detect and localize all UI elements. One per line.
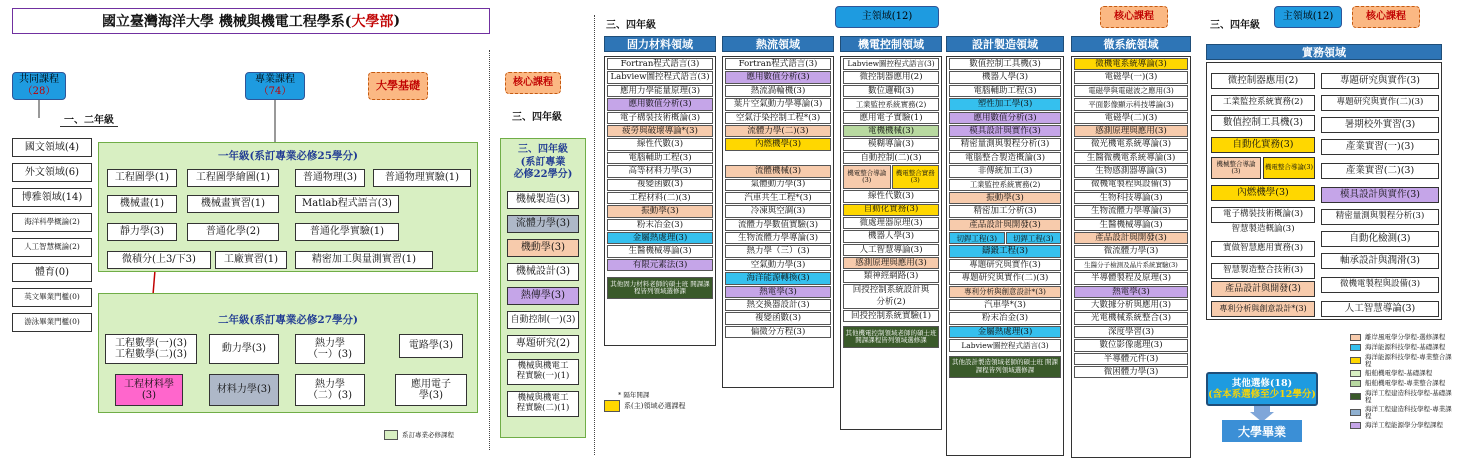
- divider: [594, 15, 595, 455]
- course-cell: 疲勞與破壞導論*(3): [607, 125, 713, 137]
- course-cell: 偏微分方程(3): [725, 326, 831, 338]
- year2-title: 二年級(系訂專業必修27學分): [217, 314, 359, 326]
- common-item: 游泳畢業門檻(0): [12, 313, 92, 332]
- year1-panel: [98, 142, 478, 272]
- course-cell: 專題研究與實作(二)(3): [949, 272, 1061, 284]
- course-cell: 半導體元件(3): [1074, 353, 1188, 365]
- course-cell: 產業實習(一)(3): [1321, 139, 1439, 155]
- course-cell: 數值控制工具機(3): [949, 58, 1061, 70]
- course-cell: 模具設計與實作(3): [949, 125, 1061, 137]
- course-cell: 自動化實務(3): [843, 204, 939, 216]
- graduation-box: 大學畢業: [1222, 420, 1302, 442]
- course-cell: 專題研究與實作(3): [1321, 73, 1439, 89]
- course-cell: 線性代數(3): [607, 138, 713, 150]
- course-box: 工程圖學(1): [107, 169, 177, 187]
- course-cell: 塑性加工學(3): [949, 98, 1061, 110]
- course-box: 熱力學 （二）(3): [295, 374, 365, 406]
- course-cell: 生物流體力學導論(3): [1074, 205, 1188, 217]
- legend-required: 系訂專業必修課程: [384, 430, 454, 440]
- course-cell: 機器人學(3): [949, 71, 1061, 83]
- course-cell: 專利分析與創意設計*(3): [949, 286, 1061, 298]
- course-box: 普通化學實驗(1): [295, 223, 399, 241]
- course-cell: 產品設計與開發(3): [949, 219, 1061, 231]
- legend-item: 海洋工程建造科技學程-基礎課程: [1350, 390, 1456, 403]
- course-cell: 產品設計與開發(3): [1074, 232, 1188, 244]
- course-cell: 金屬熱處理(3): [607, 232, 713, 244]
- course-cell: 自動化實務(3): [1211, 137, 1315, 153]
- course-box: 精密加工與量測實習(1): [295, 251, 433, 269]
- course-cell: 氣體動力學(3): [725, 179, 831, 191]
- course-cell: 產業實習(二)(3): [1321, 163, 1439, 179]
- course-box: 普通物理(3): [295, 169, 365, 187]
- course-cell: 切銲工程(3): [949, 232, 1005, 244]
- course-cell: 工業監控系統實務(2): [1211, 95, 1315, 111]
- course-cell: 電磁學(一)(3): [1074, 71, 1188, 83]
- field-column-microsystem: [1071, 56, 1191, 458]
- course-cell: 鑄鍛工程(3): [949, 245, 1061, 257]
- field-column-design: [946, 56, 1064, 456]
- common-item: 國文領域(4): [12, 138, 92, 157]
- course-cell: 熱交換器設計(3): [725, 299, 831, 311]
- grade34-label-practice: 三、四年級: [1210, 20, 1260, 31]
- course-box: 工程圖學繪圖(1): [187, 169, 279, 187]
- field-note: 其他機電控制領域老師的碩士班 開課課程皆列領域選修課: [843, 326, 939, 348]
- course-box: 電路學(3): [399, 334, 463, 358]
- course-cell: 專題研究與實作(3): [949, 259, 1061, 271]
- field-header-practice: 實務領域: [1206, 44, 1442, 60]
- grade34-label: 三、四年級: [512, 112, 562, 123]
- core-course: 機械與機電工 程實驗(二)(1): [507, 391, 579, 417]
- course-cell: Fortran程式語言(3): [607, 58, 713, 70]
- field-column-practice: [1206, 62, 1442, 320]
- course-cell: 感測原理與應用(3): [1074, 125, 1188, 137]
- course-cell: 機電整合導論(3): [1263, 157, 1315, 179]
- course-cell: 非傳統加工(3): [949, 165, 1061, 177]
- course-cell: 軸承設計與潤滑(3): [1321, 253, 1439, 269]
- course-cell: 暑期校外實習(3): [1321, 117, 1439, 133]
- legend-item: 船舶機電學程-專業整合課程: [1350, 380, 1456, 387]
- course-cell: 空氣動力學(3): [725, 259, 831, 271]
- course-cell: 熱電學(3): [725, 286, 831, 298]
- course-cell: 平面影像顯示科技導論(3): [1074, 98, 1188, 110]
- course-cell: 精密量測與製程分析(3): [1321, 209, 1439, 225]
- course-cell: 電磁學(二)(3): [1074, 112, 1188, 124]
- course-cell: 實做智慧應用實務(3): [1211, 241, 1315, 257]
- course-cell: 微流體力學(3): [1074, 245, 1188, 257]
- course-cell: 汽車共生工程*(3): [725, 192, 831, 204]
- course-cell: 熱力學（三）(3): [725, 245, 831, 257]
- course-cell: 應用力學能量原理(3): [607, 85, 713, 97]
- year2-panel: [98, 293, 478, 413]
- course-cell: [725, 152, 831, 164]
- course-cell: 專題研究與實作(二)(3): [1321, 95, 1439, 111]
- course-cell: 生醫機械導論(3): [607, 245, 713, 257]
- common-item: 人工智慧概論(2): [12, 238, 92, 257]
- core-title: 三、四年級 (系訂專業 必修22學分): [513, 144, 573, 180]
- course-box: 工程材料學 (3): [115, 374, 183, 406]
- course-cell: 生醫機械導論(3): [1074, 219, 1188, 231]
- course-cell: 複變函數(3): [725, 312, 831, 324]
- course-cell: 分析(2): [843, 296, 939, 308]
- course-cell: 精密量測與製程分析(3): [949, 138, 1061, 150]
- course-cell: 智慧製造整合技術(3): [1211, 263, 1315, 279]
- course-cell: 數位影像處理(3): [1074, 339, 1188, 351]
- course-cell: 數位邏輯(3): [843, 85, 939, 97]
- course-cell: 內燃機學(3): [725, 138, 831, 150]
- foundation-badge: 大學基礎: [368, 72, 428, 100]
- course-box: 工程數學(一)(3) 工程數學(二)(3): [105, 334, 197, 364]
- course-cell: 機器人學(3): [843, 230, 939, 242]
- course-cell: 工業監控系統實務(2): [843, 98, 939, 110]
- common-item: 海洋科學概論(2): [12, 213, 92, 232]
- core-course: 熱傳學(3): [507, 287, 579, 305]
- course-cell: 微控制器應用(2): [843, 71, 939, 83]
- main-field-badge-practice: 主領域(12): [1274, 6, 1342, 28]
- field-column-solid: [604, 56, 716, 346]
- field-header-mechatronics: 機電控制領域: [840, 36, 942, 52]
- field-note: 其他設計製造領域老師的碩士班 開課課程皆列領域選修課: [949, 356, 1061, 378]
- common-item: 體育(0): [12, 263, 92, 282]
- course-cell: Labview圖控程式語言(3): [607, 71, 713, 83]
- grade34-label-right: 三、四年級: [606, 20, 656, 31]
- course-cell: 自動化檢測(3): [1321, 231, 1439, 247]
- course-cell: 葉片空氣動力學導論(3): [725, 98, 831, 110]
- course-cell: 工業監控系統實務(2): [949, 179, 1061, 191]
- grade12-label: 一、二年級: [60, 111, 118, 127]
- course-cell: 內燃機學(3): [1211, 185, 1315, 201]
- course-cell: 電子構裝技術概論(3): [1211, 207, 1315, 223]
- course-box: 靜力學(3): [107, 223, 177, 241]
- course-cell: 熱電學(3): [1074, 286, 1188, 298]
- common-course-list: [12, 138, 92, 332]
- field-column-thermal: [722, 56, 834, 388]
- course-cell: 應用電子實驗(1): [843, 112, 939, 124]
- course-cell: 電子構裝技術概論(3): [607, 112, 713, 124]
- course-cell: 工程材料(二)(3): [607, 192, 713, 204]
- course-cell: 微處理器原理(3): [843, 217, 939, 229]
- course-cell: 生物感測器導論(3): [1074, 165, 1188, 177]
- course-cell: 線性代數(3): [843, 190, 939, 202]
- core-panel: [500, 138, 586, 438]
- course-cell: 有限元素法(3): [607, 259, 713, 271]
- course-box: 應用電子 學(3): [395, 374, 467, 406]
- course-cell: 流體力學(二)(3): [725, 125, 831, 137]
- field-header-thermal: 熱流領域: [722, 36, 834, 52]
- course-box: Matlab程式語言(3): [295, 195, 399, 213]
- year1-title: 一年級(系訂專業必修25學分): [217, 150, 359, 162]
- course-box: 熱力學 （一）(3): [295, 334, 365, 364]
- course-cell: 流體力學數值實驗(3): [725, 219, 831, 231]
- core-courses-badge: 核心課程: [505, 72, 561, 94]
- field-note: 其他固力材料老師的碩士班 開課課程皆列領域選修課: [607, 277, 713, 299]
- course-cell: 粉末冶金(3): [607, 219, 713, 231]
- core-course: 流體力學(3): [507, 215, 579, 233]
- course-cell: 人工智慧導論(3): [1321, 301, 1439, 317]
- course-cell: 電腦輔助工程(3): [607, 152, 713, 164]
- core-course: 自動控制(一)(3): [507, 311, 579, 329]
- course-box: 機械畫(1): [107, 195, 177, 213]
- electives-box: 其他選修(18) (含本系選修至少12學分): [1206, 372, 1318, 406]
- divider: [489, 50, 490, 450]
- course-box: 動力學(3): [209, 334, 279, 364]
- course-cell: 微機電系統導論(3): [1074, 58, 1188, 70]
- course-cell: 人工智慧導論(3): [843, 244, 939, 256]
- course-cell: 類神經網路(3): [843, 270, 939, 282]
- course-cell: 熱流渦輪機(3): [725, 85, 831, 97]
- course-cell: 複變函數(3): [607, 179, 713, 191]
- course-cell: 電機機械(3): [843, 125, 939, 137]
- legend-item: 海洋能源科技學程-基礎課程: [1350, 344, 1456, 351]
- course-cell: 應用數值分析(3): [607, 98, 713, 110]
- course-cell: 生醫分子檢測及晶片系統實驗(3): [1074, 259, 1188, 271]
- course-cell: 專利分析與創意設計*(3): [1211, 301, 1315, 317]
- field-header-microsystem: 微系統領域: [1071, 36, 1191, 52]
- course-cell: 機電整合實務(3): [892, 165, 940, 189]
- major-courses-badge: 專業課程 （74）: [245, 72, 305, 100]
- course-cell: 切銲工程(3): [1006, 232, 1062, 244]
- core-courses-badge-right: 核心課程: [1100, 6, 1168, 28]
- course-cell: 微光機電系統導論(3): [1074, 138, 1188, 150]
- course-cell: 高等材料力學(3): [607, 165, 713, 177]
- course-cell: 應用數值分析(3): [949, 112, 1061, 124]
- note-star: * 隔年開課: [618, 391, 650, 399]
- course-cell: 汽車學*(3): [949, 299, 1061, 311]
- course-cell: 海洋能源轉換(3): [725, 272, 831, 284]
- course-cell: 模糊導論(3): [843, 138, 939, 150]
- course-box: 機械畫實習(1): [187, 195, 279, 213]
- course-cell: 微控制器應用(2): [1211, 73, 1315, 89]
- course-cell: 半導體製程及原理(3): [1074, 272, 1188, 284]
- course-cell: 回授控制系統設計與: [843, 284, 939, 296]
- course-cell: 冷凍與空調(3): [725, 205, 831, 217]
- field-column-mechatronics: [840, 56, 942, 430]
- main-title: 國立臺灣海洋大學 機械與機電工程學系( 大學部 ): [12, 8, 490, 34]
- legend-item: 海洋工程建造科技學程-專業課程: [1350, 406, 1456, 419]
- course-cell: 機電整合導論(3): [843, 165, 891, 189]
- course-cell: 數值控制工具機(3): [1211, 115, 1315, 131]
- course-cell: 深度學習(3): [1074, 326, 1188, 338]
- course-cell: 精密加工分析(3): [949, 205, 1061, 217]
- course-cell: 粉末冶金(3): [949, 312, 1061, 324]
- course-cell: 生醫微機電系統導論(3): [1074, 152, 1188, 164]
- legend-item: 船舶機電學程-基礎課程: [1350, 370, 1456, 377]
- course-box: 普通物理實驗(1): [373, 169, 471, 187]
- core-course: 機械與機電工 程實驗(一)(1): [507, 359, 579, 385]
- course-cell: 生物流體力學導論(3): [725, 232, 831, 244]
- field-header-design: 設計製造領域: [946, 36, 1064, 52]
- core-course: 機械設計(3): [507, 263, 579, 281]
- course-cell: 感測原理與應用(3): [843, 257, 939, 269]
- course-cell: 光電機械系統整合(3): [1074, 312, 1188, 324]
- course-cell: 微機電製程與設備(3): [1074, 179, 1188, 191]
- course-cell: 自動控制(二)(3): [843, 152, 939, 164]
- legend-item: 離岸風電學分學程-選修課程: [1350, 334, 1456, 341]
- course-cell: 大數據分析與應用(3): [1074, 299, 1188, 311]
- course-cell: 產品設計與開發(3): [1211, 281, 1315, 297]
- course-cell: 電磁學與電磁波之應用(3): [1074, 85, 1188, 97]
- common-courses-badge: 共同課程 （28）: [12, 72, 66, 100]
- course-box: 材料力學(3): [209, 374, 279, 406]
- common-item: 外文領域(6): [12, 163, 92, 182]
- legend: [1350, 334, 1456, 429]
- main-field-badge: 主領域(12): [835, 6, 939, 28]
- mech-pair: [843, 165, 939, 189]
- course-cell: 模具設計與實作(3): [1321, 187, 1439, 203]
- welding-pair: [949, 232, 1061, 244]
- course-cell: 回授控制系統實驗(1): [843, 310, 939, 322]
- core-course: 機動學(3): [507, 239, 579, 257]
- course-box: 微積分(上3/下3): [107, 251, 211, 269]
- course-cell: 微困體力學(3): [1074, 366, 1188, 378]
- course-cell: 振動學(3): [607, 205, 713, 217]
- common-item: 英文畢業門檻(0): [12, 288, 92, 307]
- course-cell: 空氣汙染控制工程*(3): [725, 112, 831, 124]
- course-cell: Fortran程式語言(3): [725, 58, 831, 70]
- course-cell: 振動學(3): [949, 192, 1061, 204]
- field-header-solid: 固力材料領域: [604, 36, 716, 52]
- course-cell: 流體機械(3): [725, 165, 831, 177]
- course-cell: 金屬熱處理(3): [949, 326, 1061, 338]
- course-cell: 電腦輔助工程(3): [949, 85, 1061, 97]
- course-cell: Labview圖控程式語言(3): [843, 58, 939, 70]
- legend-item: 海洋能源科技學程-專業整合課程: [1350, 354, 1456, 367]
- core-course: 機械製造(3): [507, 191, 579, 209]
- legend-item: 海洋工程能源學分學程課程: [1350, 422, 1456, 429]
- course-cell: 電腦整合製造概論(3): [949, 152, 1061, 164]
- course-box: 工廠實習(1): [215, 251, 287, 269]
- course-cell: Labview圖控程式語言(3): [949, 339, 1061, 351]
- core-courses-badge-practice: 核心課程: [1352, 6, 1420, 28]
- common-item: 博雅領域(14): [12, 188, 92, 207]
- course-cell: 生物科技導論(3): [1074, 192, 1188, 204]
- course-cell: 應用數值分析(3): [725, 71, 831, 83]
- course-cell: 微機電製程與設備(3): [1321, 277, 1439, 293]
- note-yellow: 系(主)領域必選課程: [604, 400, 685, 412]
- course-cell: 機械整合導論(3): [1211, 157, 1261, 179]
- course-cell: 智慧製造概論(3): [1211, 223, 1315, 237]
- course-box: 普通化學(2): [187, 223, 279, 241]
- core-course: 專題研究(2): [507, 335, 579, 353]
